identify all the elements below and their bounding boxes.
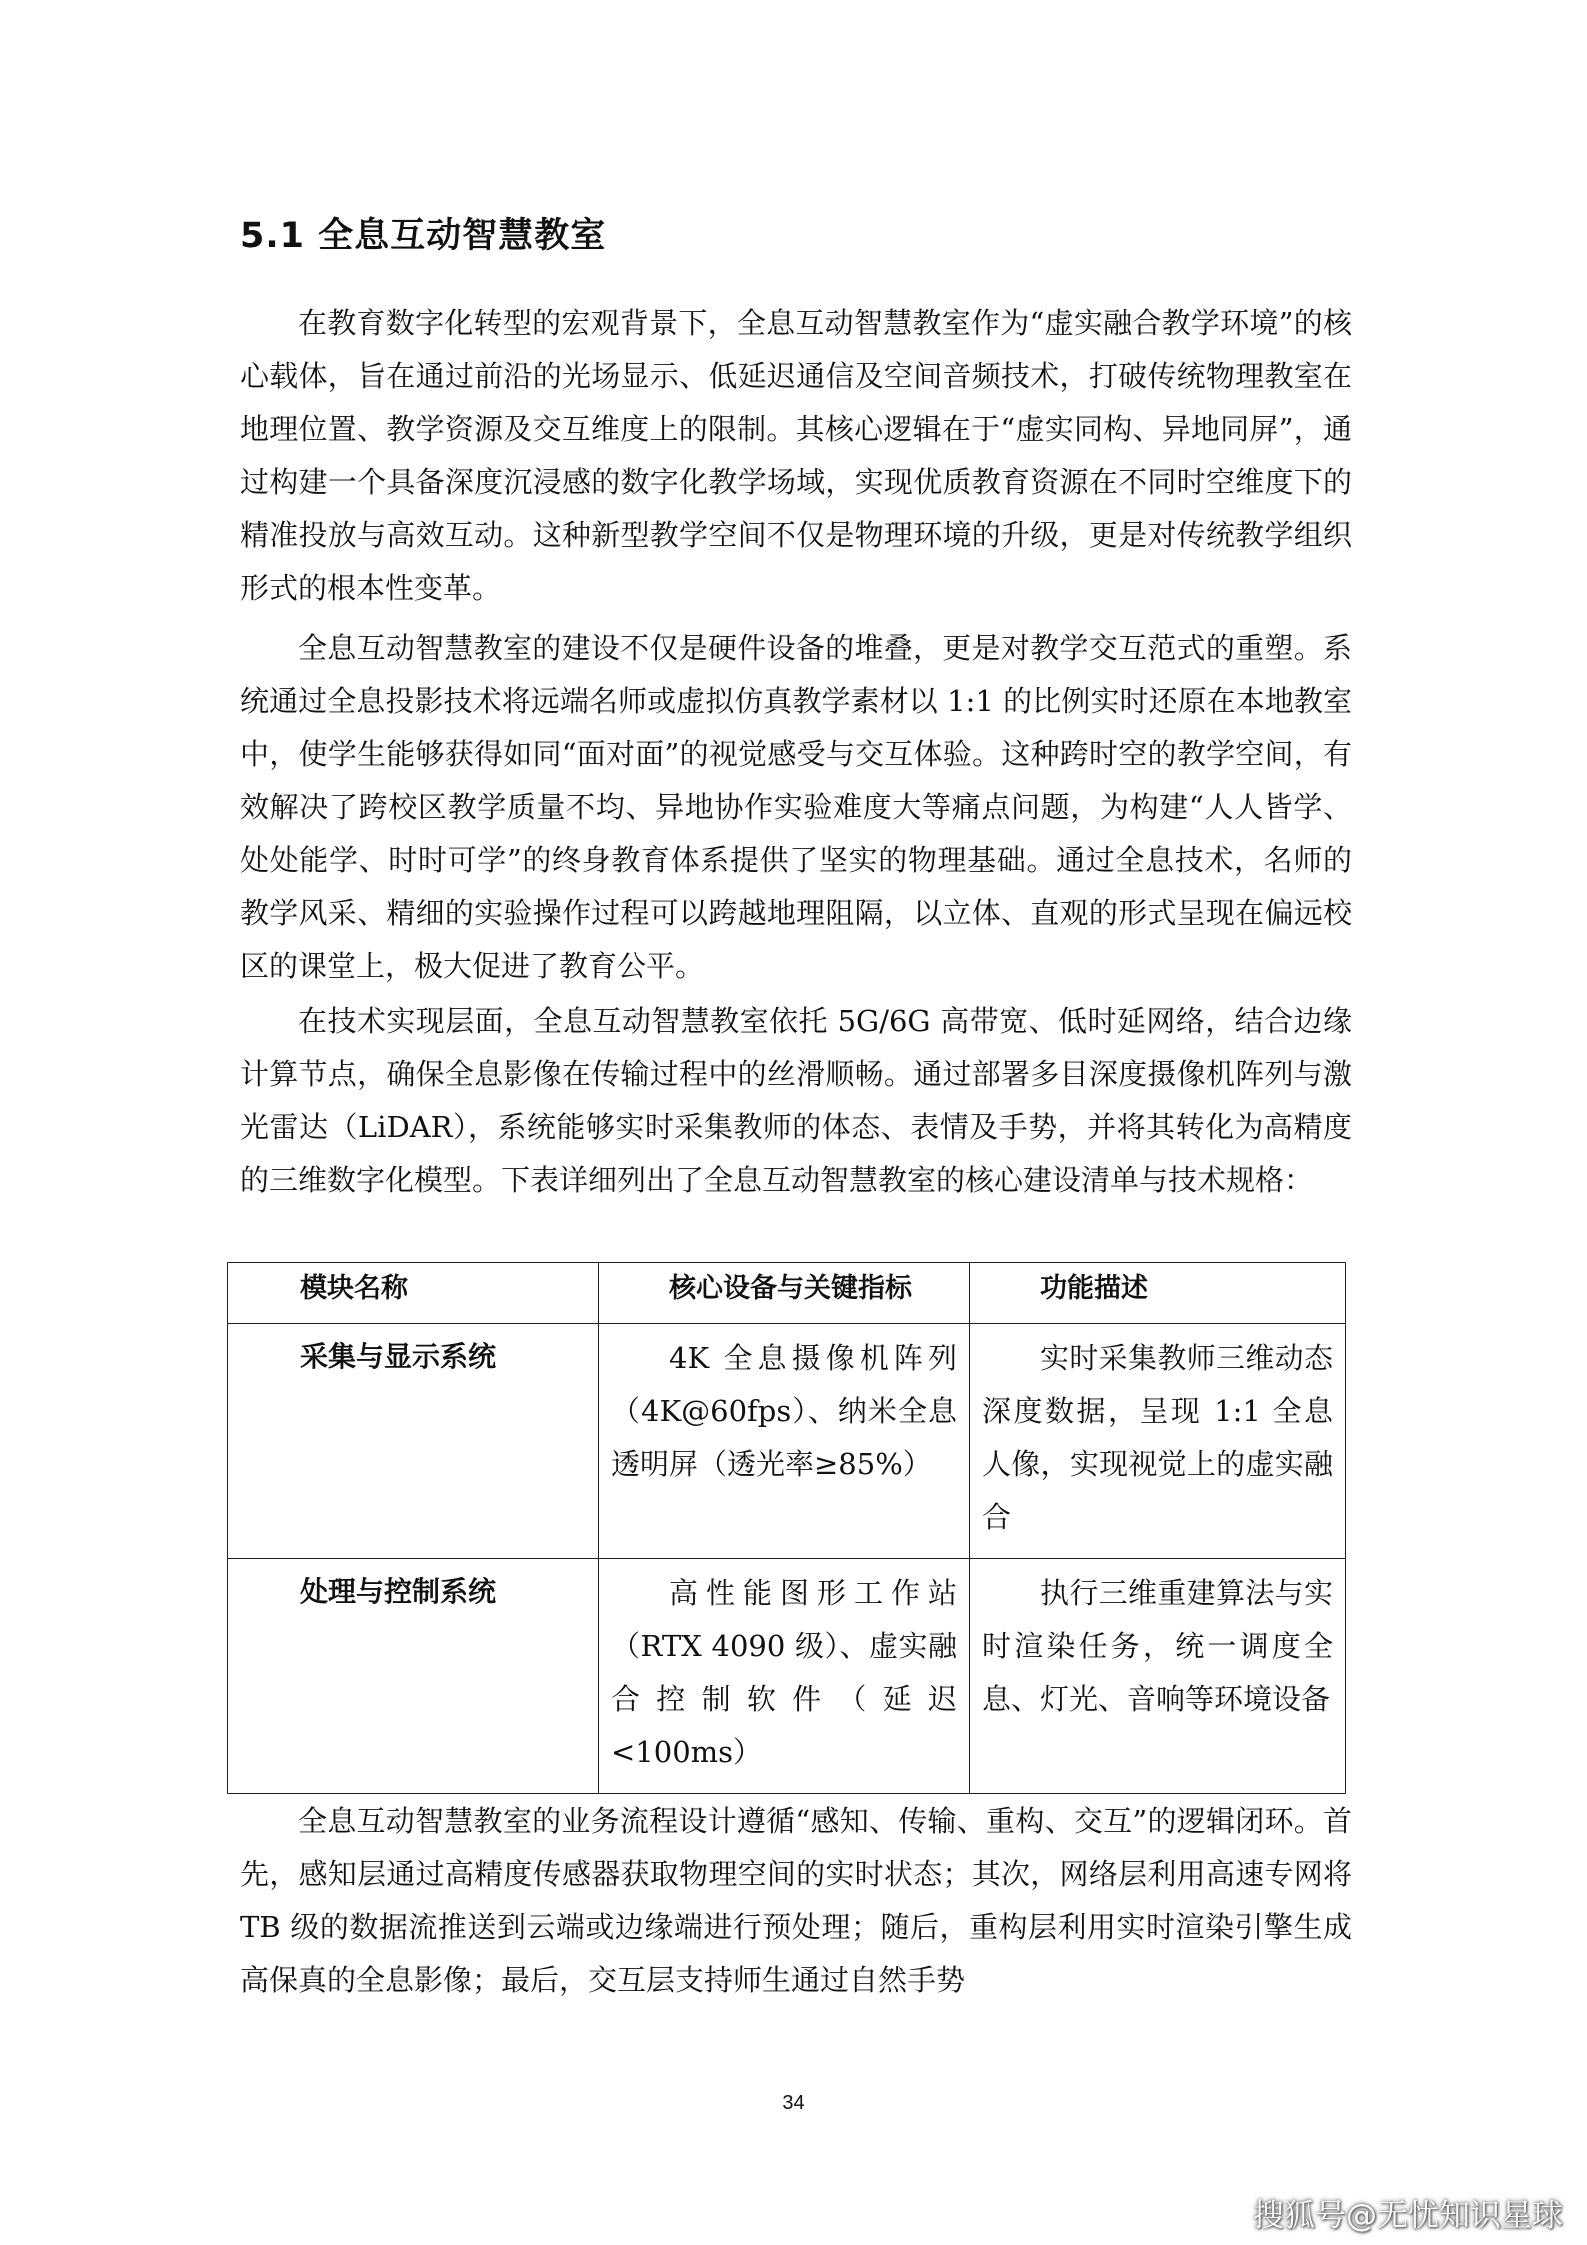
spec-table: [227, 1262, 1346, 1794]
table-cell-spec: 高性能图形工作站（RTX 4090 级）、虚实融合控制软件（延迟<100ms）: [599, 1559, 970, 1794]
page-number: 34: [782, 2092, 805, 2114]
section-heading: 5.1 全息互动智慧教室: [240, 216, 607, 256]
watermark-text: 搜狐号@无忧知识星球: [1253, 2198, 1563, 2234]
column-header-spec: 核心设备与关键指标: [599, 1263, 970, 1324]
table-cell-spec: 4K 全息摄像机阵列（4K@60fps）、纳米全息透明屏（透光率≥85%）: [599, 1324, 970, 1559]
table-header-row: [228, 1263, 1346, 1324]
table-cell-desc: 执行三维重建算法与实时渲染任务，统一调度全息、灯光、音响等环境设备: [970, 1559, 1346, 1794]
paragraph-4: 全息互动智慧教室的业务流程设计遵循“感知、传输、重构、交互”的逻辑闭环。首先，感知层通过高精度传感器获取物理空间的实时状态；其次，网络层利用高速专网将 TB 级的数据流推送到云端或边缘端进行预处理；随后，重构层利用实时渲染引擎生成高保真的全息影像；最后，交互层支持师生通过自然手势: [240, 1804, 1352, 1997]
paragraph-1: 在教育数字化转型的宏观背景下，全息互动智慧教室作为“虚实融合教学环境”的核心载体，旨在通过前沿的光场显示、低延迟通信及空间音频技术，打破传统物理教室在地理位置、教学资源及交互维度上的限制。其核心逻辑在于“虚实同构、异地同屏”，通过构建一个具备深度沉浸感的数字化教学场域，实现优质教育资源在不同时空维度下的精准投放与高效互动。这种新型教学空间不仅是物理环境的升级，更是对传统教学组织形式的根本性变革。: [240, 306, 1352, 605]
paragraph-2: 全息互动智慧教室的建设不仅是硬件设备的堆叠，更是对教学交互范式的重塑。系统通过全息投影技术将远端名师或虚拟仿真教学素材以 1:1 的比例实时还原在本地教室中，使学生能够获得如同“面对面”的视觉感受与交互体验。这种跨时空的教学空间，有效解决了跨校区教学质量不均、异地协作实验难度大等痛点问题，为构建“人人皆学、处处能学、时时可学”的终身教育体系提供了坚实的物理基础。通过全息技术，名师的教学风采、精细的实验操作过程可以跨越地理阻隔，以立体、直观的形式呈现在偏远校区的课堂上，极大促进了教育公平。: [240, 631, 1352, 983]
column-header-module: 模块名称: [228, 1263, 599, 1324]
table-cell-desc: 实时采集教师三维动态深度数据，呈现 1:1 全息人像，实现视觉上的虚实融合: [970, 1324, 1346, 1559]
table-row: [228, 1324, 1346, 1559]
column-header-desc: 功能描述: [970, 1263, 1346, 1324]
table-cell-module: 采集与显示系统: [228, 1324, 599, 1559]
table-row: [228, 1559, 1346, 1794]
table-cell-module: 处理与控制系统: [228, 1559, 599, 1794]
paragraph-3: 在技术实现层面，全息互动智慧教室依托 5G/6G 高带宽、低时延网络，结合边缘计算节点，确保全息影像在传输过程中的丝滑顺畅。通过部署多目深度摄像机阵列与激光雷达（LiDAR），系统能够实时采集教师的体态、表情及手势，并将其转化为高精度的三维数字化模型。下表详细列出了全息互动智慧教室的核心建设清单与技术规格：: [240, 1004, 1352, 1197]
